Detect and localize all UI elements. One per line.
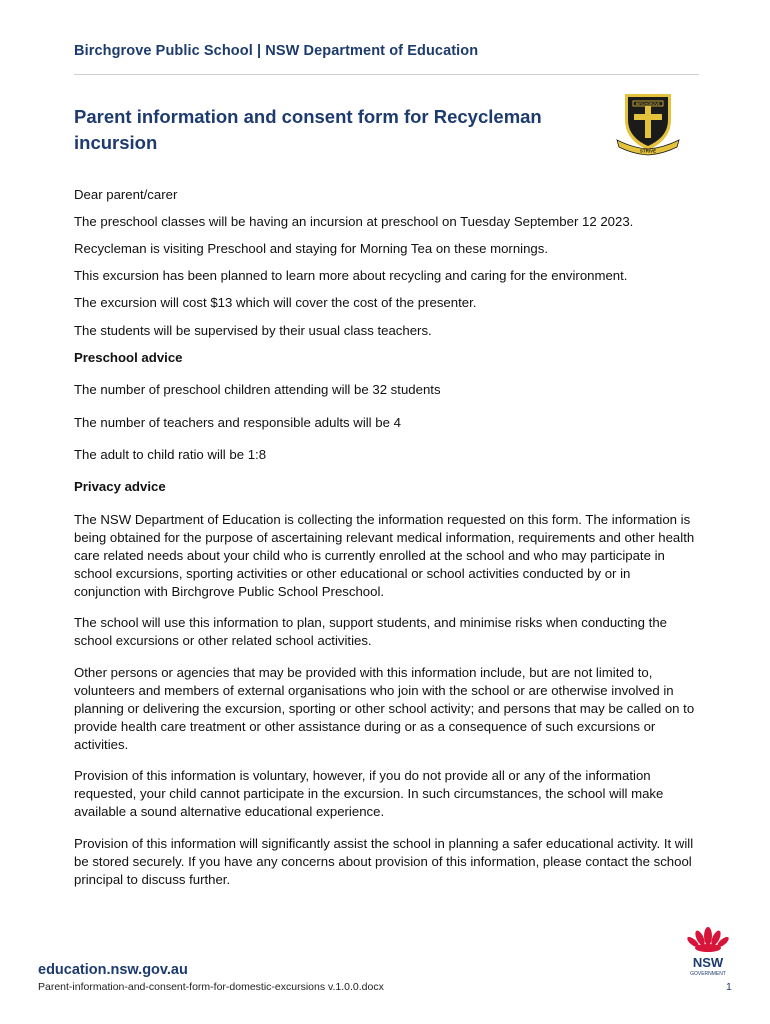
footer-filename: Parent-information-and-consent-form-for-domestic-excursions v.1.0.0.docx — [38, 981, 384, 993]
preschool-advice-line: The number of preschool children attending will be 32 students — [74, 382, 441, 397]
privacy-paragraph: Other persons or agencies that may be provided with this information include, but are not limited to, volunteers and members of external organisations who join with the school or are otherwise involved in planning or delivering the excursion, sporting or other school activity; and persons that may be called on to provide health care treatment or other assistance during or as a consequence of such excursions or activities. — [74, 665, 695, 752]
intro-line: The excursion will cost $13 which will cover the cost of the presenter. — [74, 295, 477, 310]
intro-line: The students will be supervised by their usual class teachers. — [74, 323, 432, 338]
intro-line: Recycleman is visiting Preschool and staying for Morning Tea on these mornings. — [74, 241, 549, 256]
privacy-paragraph: Provision of this information will significantly assist the school in planning a safer educational activity. It will be stored securely. If you have any concerns about provision of this information, please contact the school principal to discuss further. — [74, 836, 694, 887]
privacy-paragraph: The NSW Department of Education is collecting the information requested on this form. The information is being obtained for the purpose of ascertaining relevant medical information, requirements and other health care related needs about your child who is currently enrolled at the school and who may participate in school excursions, sporting activities or other educational or school activities conducted by or in conjunction with Birchgrove Public School Preschool. — [74, 512, 695, 599]
preschool-advice-heading: Preschool advice — [74, 350, 183, 365]
preschool-advice-line: The number of teachers and responsible adults will be 4 — [74, 415, 401, 430]
privacy-paragraph: Provision of this information is voluntary, however, if you do not provide all or any of the information requested, your child cannot participate in the excursion. In such circumstances, the school will make available a sound alternative educational experience. — [74, 768, 664, 819]
privacy-advice-heading: Privacy advice — [74, 479, 166, 494]
nsw-government-logo — [680, 924, 736, 980]
header-divider — [74, 74, 699, 75]
nsw-logo-subtext: GOVERNMENT — [690, 971, 726, 977]
crest-motto-text: STRIVE — [639, 148, 657, 154]
page-number: 1 — [726, 981, 732, 993]
crest-banner-text: BIRCHGROVE — [635, 102, 661, 106]
school-crest-logo — [613, 90, 683, 156]
greeting: Dear parent/carer — [74, 187, 178, 202]
intro-line: This excursion has been planned to learn more about recycling and caring for the environment. — [74, 268, 628, 283]
preschool-advice-line: The adult to child ratio will be 1:8 — [74, 447, 267, 462]
privacy-paragraph: The school will use this information to plan, support students, and minimise risks when conducting the school excursions or other related school activities. — [74, 615, 668, 648]
intro-line: The preschool classes will be having an incursion at preschool on Tuesday September 12 2023. — [74, 214, 634, 229]
footer-website-link[interactable]: education.nsw.gov.au — [38, 962, 188, 978]
page-title: Parent information and consent form for Recycleman incursion — [74, 106, 542, 153]
header-school-line: Birchgrove Public School | NSW Department of Education — [74, 43, 479, 59]
nsw-logo-text: NSW — [692, 955, 724, 970]
